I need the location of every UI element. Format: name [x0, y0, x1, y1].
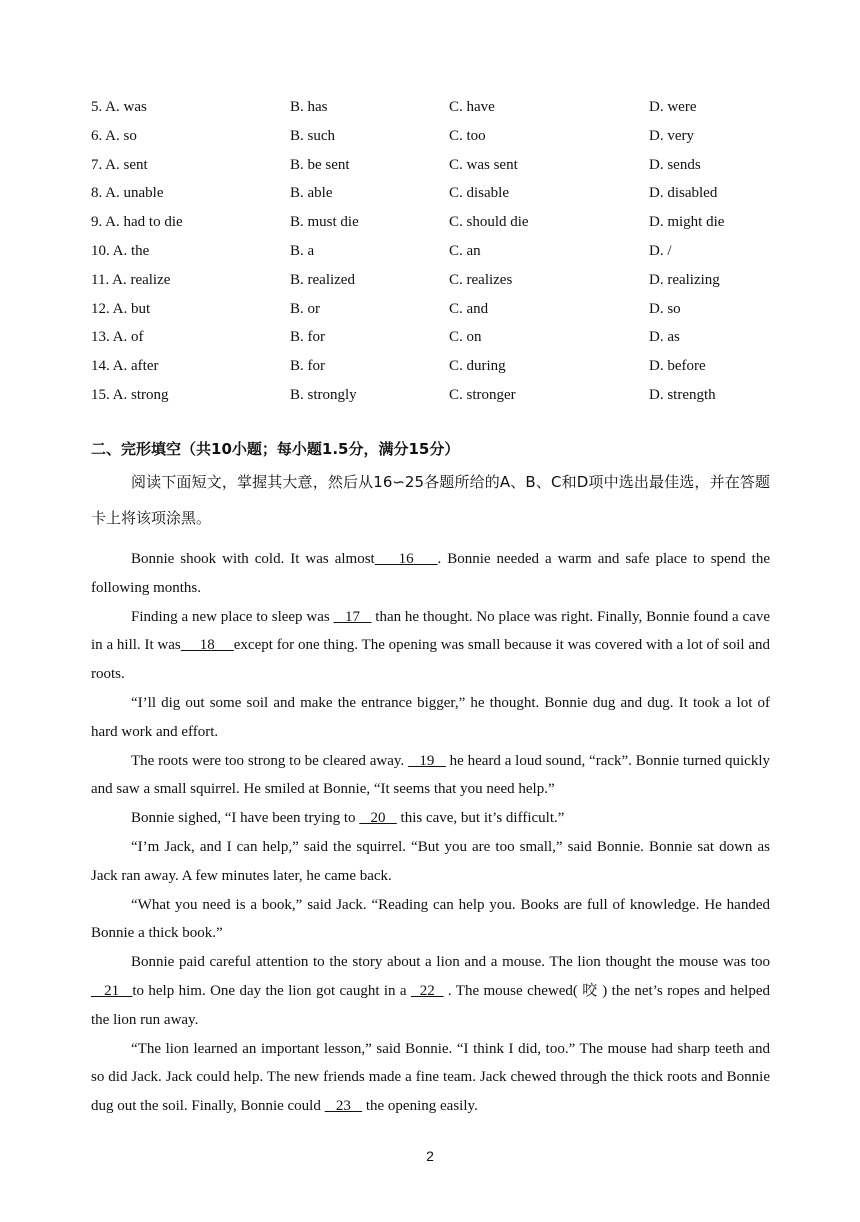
option-row	[91, 124, 791, 153]
passage-paragraph	[91, 747, 770, 805]
passage-text: the opening easily.	[362, 1098, 478, 1115]
option-d: D. were	[649, 99, 697, 115]
cloze-passage	[91, 545, 770, 1121]
passage-paragraph	[91, 545, 770, 603]
option-c: C. have	[449, 99, 495, 115]
option-a: 13. A. of	[91, 329, 144, 346]
answer-blank: 21	[91, 982, 133, 999]
page-number: 2	[426, 1148, 434, 1164]
passage-paragraph	[91, 948, 770, 1034]
option-a: 9. A. had to die	[91, 214, 183, 231]
passage-text: Bonnie shook with cold. It was almost	[131, 551, 375, 567]
passage-paragraph	[91, 689, 770, 747]
option-d: D. disabled	[649, 185, 718, 202]
option-b: B. for	[290, 329, 325, 346]
option-row	[91, 210, 791, 239]
option-d: D. so	[649, 300, 681, 317]
option-b: B. strongly	[290, 386, 357, 403]
option-b: B. must die	[290, 214, 359, 231]
passage-text: The roots were too strong to be cleared away.	[131, 752, 408, 769]
option-d: D. sends	[649, 156, 701, 173]
passage-text: Bonnie paid careful attention to the story about a lion and a mouse. The lion thought the mouse was too	[131, 954, 770, 971]
answer-blank: 23	[324, 1098, 363, 1115]
option-row	[91, 153, 791, 182]
passage-paragraph	[91, 1035, 770, 1121]
option-row	[91, 354, 791, 383]
passage-text: . The mouse chewed( 咬 ) the net’s ropes and helped the lion run away.	[91, 982, 771, 1028]
passage-text: “I’ll dig out some soil and make the entrance bigger,” he thought. Bonnie dug and dug. It took a lot of hard work and effort.	[91, 694, 770, 740]
option-a: 10. A. the	[91, 242, 150, 259]
option-row	[91, 325, 791, 354]
option-b: B. for	[290, 358, 325, 375]
passage-text: this cave, but it’s difficult.”	[396, 810, 565, 827]
option-row	[91, 383, 791, 412]
option-a: 11. A. realize	[91, 271, 171, 288]
option-d: D. very	[649, 127, 694, 144]
option-a: 8. A. unable	[91, 185, 164, 202]
option-c: C. on	[449, 329, 482, 346]
option-b: B. a	[290, 242, 315, 259]
option-c: C. stronger	[449, 386, 516, 403]
passage-paragraph	[91, 804, 770, 833]
option-c: C. was sent	[449, 156, 518, 173]
passage-text: than he thought. No place was right. Finally, Bonnie found a cave in a hill. It was	[91, 608, 771, 654]
answer-blank: 17	[333, 608, 372, 625]
option-a: 7. A. sent	[91, 156, 148, 173]
option-c: C. disable	[449, 185, 509, 202]
option-c: C. and	[449, 300, 489, 317]
answer-blank: 22	[410, 982, 444, 999]
passage-paragraph	[91, 833, 770, 891]
option-row	[91, 181, 791, 210]
option-d: D. /	[649, 242, 672, 259]
passage-text: . Bonnie needed a warm and safe place to spend the following months.	[91, 551, 770, 596]
option-a: 6. A. so	[91, 127, 137, 144]
option-c: C. an	[449, 242, 481, 259]
option-d: D. before	[649, 358, 706, 375]
passage-text: to help him. One day the lion got caught in a	[132, 982, 411, 999]
passage-text: “What you need is a book,” said Jack. “Reading can help you. Books are full of knowledge. He handed Bonnie a thick book.”	[91, 896, 770, 942]
option-row	[91, 268, 791, 297]
answer-options-table	[91, 95, 791, 412]
passage-text: “I’m Jack, and I can help,” said the squirrel. “But you are too small,” said Bonnie. Bonnie sat down as Jack ran away. A few minutes later, he came back.	[91, 838, 770, 884]
passage-paragraph	[91, 603, 770, 689]
section-instructions: 阅读下面短文，掌握其大意，然后从16∽25各题所给的A、B、C和D项中选出最佳选，并在答题卡上将该项涂黑。	[91, 473, 770, 527]
section-title: 二、完形填空（共10小题；每小题1.5分，满分15分）	[91, 440, 460, 458]
passage-text: he heard a loud sound, “rack”. Bonnie turned quickly and saw a small squirrel. He smiled at Bonnie, “It seems that you need help.”	[91, 752, 770, 798]
passage-text: “The lion learned an important lesson,” said Bonnie. “I think I did, too.” The mouse had sharp teeth and so did Jack. Jack could help. The new friends made a fine team. Jack chewed through the thick roots and Bonnie dug out the soil. Finally, Bonnie could	[91, 1040, 770, 1115]
option-d: D. as	[649, 329, 680, 346]
answer-blank: 20	[359, 810, 397, 827]
option-d: D. realizing	[649, 271, 720, 288]
option-a: 5. A. was	[91, 99, 147, 115]
option-b: B. has	[290, 99, 328, 115]
option-a: 15. A. strong	[91, 386, 169, 403]
option-a: 14. A. after	[91, 358, 159, 375]
option-c: C. too	[449, 127, 486, 144]
option-b: B. be sent	[290, 156, 350, 173]
passage-text: Finding a new place to sleep was	[131, 608, 334, 625]
option-b: B. or	[290, 300, 320, 317]
passage-paragraph	[91, 891, 770, 949]
option-b: B. realized	[290, 271, 355, 288]
option-c: C. should die	[449, 214, 529, 231]
option-c: C. realizes	[449, 271, 513, 288]
answer-blank: 16	[374, 551, 438, 567]
option-b: B. such	[290, 127, 335, 144]
passage-text: except for one thing. The opening was small because it was covered with a lot of soil and roots.	[91, 637, 770, 683]
option-c: C. during	[449, 358, 506, 375]
option-row	[91, 239, 791, 268]
option-d: D. strength	[649, 386, 716, 403]
option-row	[91, 95, 791, 124]
option-row	[91, 297, 791, 326]
answer-blank: 18	[180, 637, 234, 654]
option-d: D. might die	[649, 214, 725, 231]
option-a: 12. A. but	[91, 300, 151, 317]
answer-blank: 19	[407, 752, 446, 769]
option-b: B. able	[290, 185, 333, 202]
passage-text: Bonnie sighed, “I have been trying to	[131, 810, 360, 827]
